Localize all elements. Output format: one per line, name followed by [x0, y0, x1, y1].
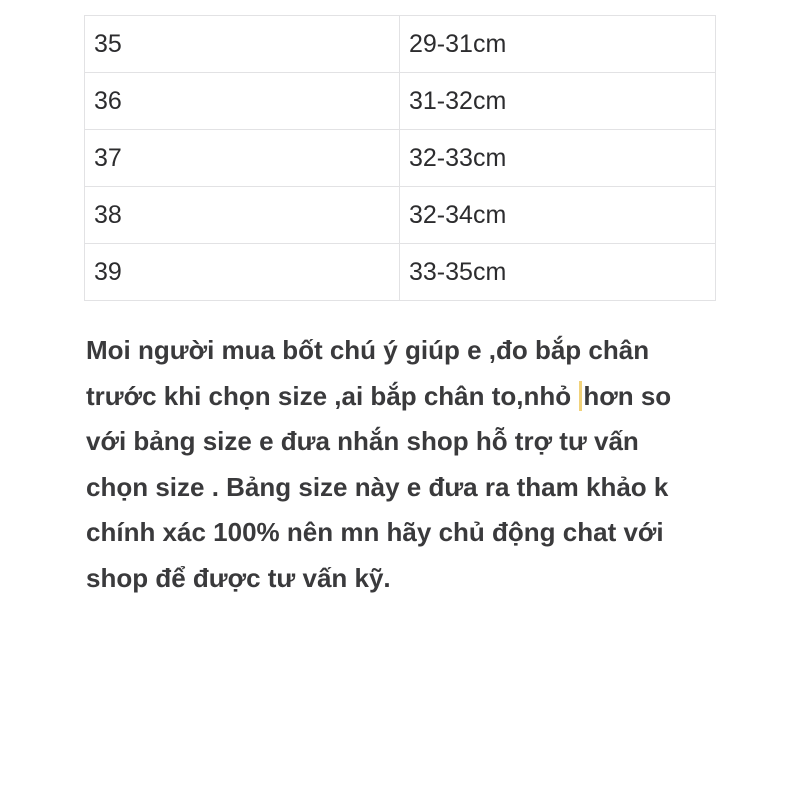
note-line-2-start: trước khi chọn size ,ai bắp chân to,nhỏ — [86, 380, 579, 411]
size-cell: 37 — [85, 130, 400, 187]
note-line-5: chính xác 100% nên mn hãy chủ động chat với — [86, 517, 664, 548]
size-cell: 39 — [85, 244, 400, 301]
calf-measurement-cell: 29-31cm — [400, 16, 716, 73]
note-line-6: shop để được tư vấn kỹ. — [86, 562, 391, 593]
table-row — [85, 130, 716, 187]
table-row — [85, 187, 716, 244]
size-cell: 35 — [85, 16, 400, 73]
note-line-2-end: hơn so — [583, 380, 672, 411]
size-chart-table — [84, 15, 716, 301]
note-line-2 — [86, 374, 726, 420]
note-line-3: với bảng size e đưa nhắn shop hỗ trợ tư vấn — [86, 426, 639, 457]
calf-measurement-cell: 31-32cm — [400, 73, 716, 130]
table-row — [85, 244, 716, 301]
calf-measurement-cell: 32-33cm — [400, 130, 716, 187]
table-row — [85, 73, 716, 130]
size-cell: 38 — [85, 187, 400, 244]
calf-measurement-cell: 33-35cm — [400, 244, 716, 301]
note-line-4: chọn size . Bảng size này e đưa ra tham khảo k — [86, 471, 669, 502]
table-row — [85, 16, 716, 73]
note-line-1: Moi người mua bốt chú ý giúp e ,đo bắp chân — [86, 335, 650, 365]
sizing-note[interactable] — [86, 328, 726, 602]
text-cursor-icon — [579, 381, 582, 411]
size-cell: 36 — [85, 73, 400, 130]
calf-measurement-cell: 32-34cm — [400, 187, 716, 244]
